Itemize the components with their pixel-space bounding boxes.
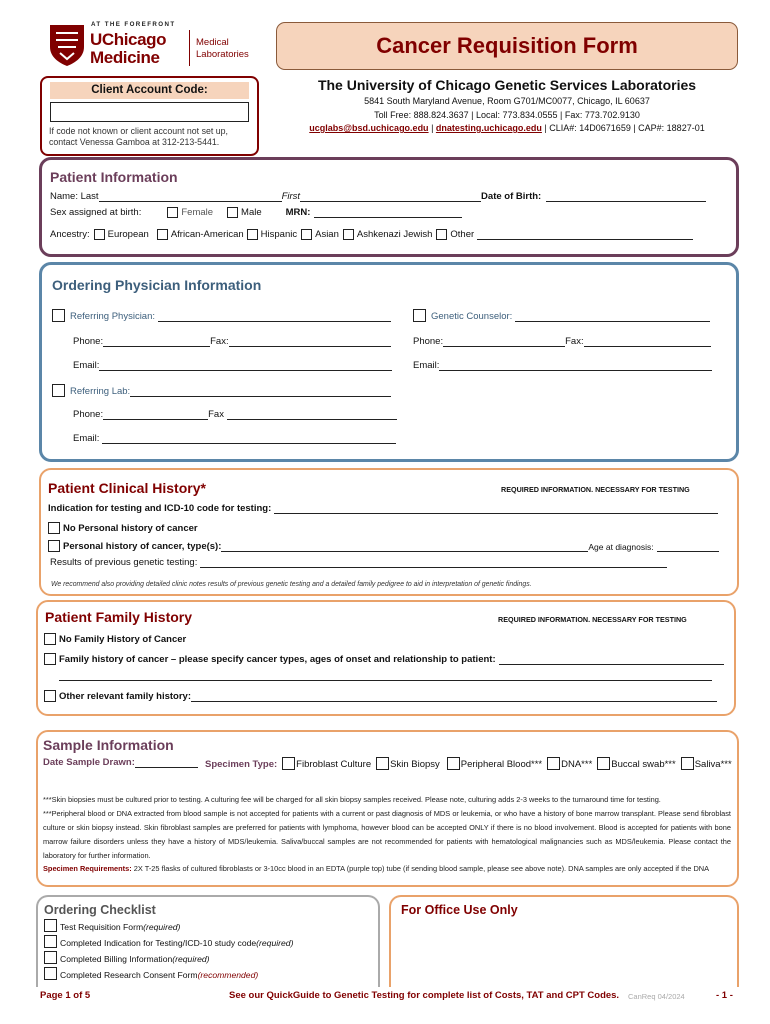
ancestry-european-label: European	[107, 229, 149, 240]
ancestry-other-label: Other	[450, 229, 475, 240]
lab-fax-label: Fax	[208, 409, 224, 420]
specimen-fibroblast-checkbox[interactable]	[282, 757, 295, 770]
ancestry-asian-checkbox[interactable]	[301, 229, 312, 240]
clinical-history-title: Patient Clinical History*	[48, 480, 206, 496]
family-history-label: Family history of cancer – please specify cancer types, ages of onset and relationship to patient:	[59, 654, 496, 665]
specimen-saliva-checkbox[interactable]	[681, 757, 694, 770]
genetic-counselor-label: Genetic Counselor:	[431, 311, 513, 322]
family-history-title: Patient Family History	[45, 609, 193, 625]
lab-email-link[interactable]: ucglabs@bsd.uchicago.edu	[309, 123, 429, 133]
physician-fax-label: Fax:	[210, 336, 229, 347]
specimen-requirements-label: Specimen Requirements:	[43, 864, 132, 873]
sample-note-5: laboratory for further information.	[43, 851, 151, 860]
form-title: Cancer Requisition Form	[376, 33, 638, 58]
checklist-item-4-label: Completed Research Consent Form	[60, 970, 198, 980]
contact-sep: |	[428, 123, 436, 133]
physician-email-label: Email:	[73, 360, 100, 371]
ancestry-other-checkbox[interactable]	[436, 229, 447, 240]
ancestry-ashkenazi-checkbox[interactable]	[343, 229, 354, 240]
uchicago-shield-icon	[48, 23, 86, 67]
specimen-fibroblast-label: Fibroblast Culture	[296, 759, 372, 770]
ancestry-hispanic-label: Hispanic	[260, 229, 298, 240]
lab-phone-label: Phone:	[73, 409, 104, 420]
referring-lab-label: Referring Lab:	[70, 386, 131, 397]
physician-email-field[interactable]	[99, 360, 392, 371]
checklist-item-1-note: (required)	[143, 922, 181, 932]
logo-line2: Medicine	[90, 48, 160, 67]
counselor-fax-label: Fax:	[565, 336, 584, 347]
personal-history-label: Personal history of cancer, type(s):	[63, 541, 222, 552]
genetic-counselor-checkbox[interactable]	[413, 309, 426, 322]
no-personal-history-checkbox[interactable]	[48, 522, 60, 534]
specimen-buccal-label: Buccal swab***	[611, 759, 676, 770]
specimen-blood-checkbox[interactable]	[447, 757, 460, 770]
results-previous-label: Results of previous genetic testing:	[50, 557, 198, 568]
page-indicator: Page 1 of 5	[40, 990, 91, 1001]
specimen-buccal-checkbox[interactable]	[597, 757, 610, 770]
counselor-phone-field[interactable]	[443, 336, 565, 347]
physician-phone-label: Phone:	[73, 336, 104, 347]
page-number: - 1 -	[716, 990, 733, 1001]
last-name-field[interactable]	[99, 191, 282, 202]
male-label: Male	[241, 207, 262, 218]
ancestry-hispanic-checkbox[interactable]	[247, 229, 258, 240]
client-account-label: Client Account Code:	[50, 82, 249, 99]
referring-physician-checkbox[interactable]	[52, 309, 65, 322]
checklist-item-4-checkbox[interactable]	[44, 967, 57, 980]
counselor-email-label: Email:	[413, 360, 440, 371]
age-diagnosis-field[interactable]	[657, 541, 719, 552]
checklist-item-2-checkbox[interactable]	[44, 935, 57, 948]
form-code: CanReq 04/2024	[628, 992, 685, 1001]
referring-lab-field[interactable]	[130, 386, 391, 397]
specimen-blood-label: Peripheral Blood***	[460, 759, 543, 770]
sex-label: Sex assigned at birth:	[50, 207, 142, 218]
specimen-type-label: Specimen Type:	[205, 759, 278, 770]
ancestry-label: Ancestry:	[50, 229, 90, 240]
lab-website-link[interactable]: dnatesting.uchicago.edu	[435, 123, 542, 133]
logo	[48, 20, 258, 70]
quickguide-note: See our QuickGuide to Genetic Testing for complete list of Costs, TAT and CPT Codes.	[229, 990, 620, 1001]
client-account-input[interactable]	[50, 102, 249, 122]
results-previous-field[interactable]	[200, 557, 667, 568]
client-note-2: contact Venessa Gamboa at 312-213-5441.	[49, 137, 220, 147]
checklist-item-4-note: (recommended)	[197, 970, 259, 980]
checklist-item-3-label: Completed Billing Information	[60, 954, 173, 964]
date-drawn-label: Date Sample Drawn:	[43, 757, 135, 768]
clinical-recommend-note: We recommend also providing detailed clinic notes results of previous genetic testing and a detailed family pedigree to aid in interpretation of genetic findings.	[51, 581, 532, 588]
client-account-box	[40, 76, 259, 156]
lab-fax-field[interactable]	[227, 409, 397, 420]
physician-fax-field[interactable]	[229, 336, 391, 347]
lab-address: 5841 South Maryland Avenue, Room G701/MC0077, Chicago, IL 60637	[364, 96, 650, 106]
lab-email-label: Email:	[73, 433, 100, 444]
form-title-box	[276, 22, 738, 70]
checklist-item-1-label: Test Requisition Form	[60, 922, 144, 932]
specimen-skin-biopsy-label: Skin Biopsy	[390, 759, 440, 770]
ancestry-ashkenazi-label: Ashkenazi Jewish	[356, 229, 433, 240]
indication-label: Indication for testing and ICD-10 code for testing:	[48, 503, 272, 514]
sample-note-4: marrow failure disorders unless they have a history of MDS/leukemia. Saliva/buccal samples are not recommended for patients with hematological malignancies such as MDS/leukemia. Please contact the	[43, 837, 731, 846]
sample-note-3: culture or skin biopsy instead. Skin fibroblast samples are preferred for patients with lymphoma, however blood can be accepted ONLY if there is no blood involvement. Blood is accepted for patients with bone	[43, 823, 731, 832]
first-name-label: First	[281, 191, 301, 202]
ordering-checklist-title: Ordering Checklist	[44, 903, 156, 917]
dob-label: Date of Birth:	[481, 191, 542, 202]
family-history-field[interactable]	[499, 654, 724, 665]
sample-note-2: ***Peripheral blood or DNA extracted from blood sample is not accepted for patients with a current or past diagnosis of MDS or leukemia, or who have a history of bone marrow transplant. Please send fibroblast	[43, 809, 731, 818]
checklist-item-2-label: Completed Indication for Testing/ICD-10 study code	[60, 938, 257, 948]
other-family-history-checkbox[interactable]	[44, 690, 56, 702]
dob-field[interactable]	[546, 191, 706, 202]
female-label: Female	[181, 207, 214, 218]
first-name-field[interactable]	[300, 191, 481, 202]
ancestry-asian-label: Asian	[315, 229, 339, 240]
counselor-fax-field[interactable]	[584, 336, 711, 347]
specimen-skin-biopsy-checkbox[interactable]	[376, 757, 389, 770]
referring-physician-label: Referring Physician:	[70, 311, 156, 322]
logo-sub2: Laboratories	[196, 49, 249, 60]
office-use-title: For Office Use Only	[401, 903, 518, 917]
checklist-item-2-note: (required)	[256, 938, 294, 948]
personal-history-checkbox[interactable]	[48, 540, 60, 552]
male-checkbox[interactable]	[227, 207, 238, 218]
personal-history-field[interactable]	[221, 541, 588, 552]
physician-phone-field[interactable]	[103, 336, 210, 347]
lab-name: The University of Chicago Genetic Services Laboratories	[317, 77, 697, 93]
other-family-history-field[interactable]	[191, 691, 717, 702]
no-personal-history-label: No Personal history of cancer	[63, 523, 198, 534]
specimen-dna-checkbox[interactable]	[547, 757, 560, 770]
family-history-field-2[interactable]	[59, 680, 712, 681]
logo-line1: UChicago	[90, 30, 167, 49]
checklist-item-1-checkbox[interactable]	[44, 919, 57, 932]
no-family-history-label: No Family History of Cancer	[59, 634, 187, 645]
lab-contacts	[276, 123, 738, 133]
lab-email-field[interactable]	[102, 433, 396, 444]
indication-field[interactable]	[274, 503, 718, 514]
family-history-checkbox[interactable]	[44, 653, 56, 665]
ancestry-european-checkbox[interactable]	[94, 229, 105, 240]
specimen-dna-label: DNA***	[561, 759, 593, 770]
ancestry-other-field[interactable]	[477, 229, 693, 240]
physician-title: Ordering Physician Information	[52, 277, 262, 293]
specimen-requirements-text: 2X T-25 flasks of cultured fibroblasts or 3-10cc blood in an EDTA (purple top) tube (if sending blood sample, please see above note). DNA samples are only accepted if the DNA	[133, 864, 710, 873]
other-family-history-label: Other relevant family history:	[59, 691, 191, 702]
counselor-email-field[interactable]	[439, 360, 712, 371]
referring-physician-field[interactable]	[158, 311, 391, 322]
specimen-saliva-label: Saliva***	[694, 759, 732, 770]
logo-sub1: Medical	[196, 37, 229, 48]
specimen-requirements	[43, 862, 709, 876]
checklist-item-3-note: (required)	[172, 954, 210, 964]
mrn-field[interactable]	[314, 207, 462, 218]
lab-ids: | CLIA#: 14D0671659 | CAP#: 18827-01	[541, 123, 705, 133]
lab-phone-field[interactable]	[103, 409, 208, 420]
female-checkbox[interactable]	[167, 207, 178, 218]
ancestry-african-american-label: African-American	[170, 229, 244, 240]
mrn-label: MRN:	[285, 207, 311, 218]
genetic-counselor-field[interactable]	[515, 311, 710, 322]
age-diagnosis-label: Age at diagnosis:	[588, 542, 654, 552]
last-name-label: Name: Last	[50, 191, 99, 202]
patient-info-title: Patient Information	[50, 169, 178, 185]
date-drawn-field[interactable]	[135, 757, 198, 768]
family-required-note: REQUIRED INFORMATION. NECESSARY FOR TESTING	[498, 615, 687, 624]
client-note-1: If code not known or client account not set up,	[49, 126, 228, 136]
clinical-required-note: REQUIRED INFORMATION. NECESSARY FOR TESTING	[501, 485, 690, 494]
checklist-item-3-checkbox[interactable]	[44, 951, 57, 964]
lab-phones: Toll Free: 888.824.3637 | Local: 773.834.0555 | Fax: 773.702.9130	[374, 110, 640, 120]
sample-note-1: ***Skin biopsies must be cultured prior to testing. A culturing fee will be charged for all skin biopsy samples received. Please note, culturing adds 2-3 weeks to the turnaround time for testing.	[43, 795, 661, 804]
counselor-phone-label: Phone:	[413, 336, 444, 347]
no-family-history-checkbox[interactable]	[44, 633, 56, 645]
referring-lab-checkbox[interactable]	[52, 384, 65, 397]
sample-info-title: Sample Information	[43, 737, 174, 753]
ancestry-african-american-checkbox[interactable]	[157, 229, 168, 240]
logo-tagline: AT THE FOREFRONT	[91, 21, 176, 28]
